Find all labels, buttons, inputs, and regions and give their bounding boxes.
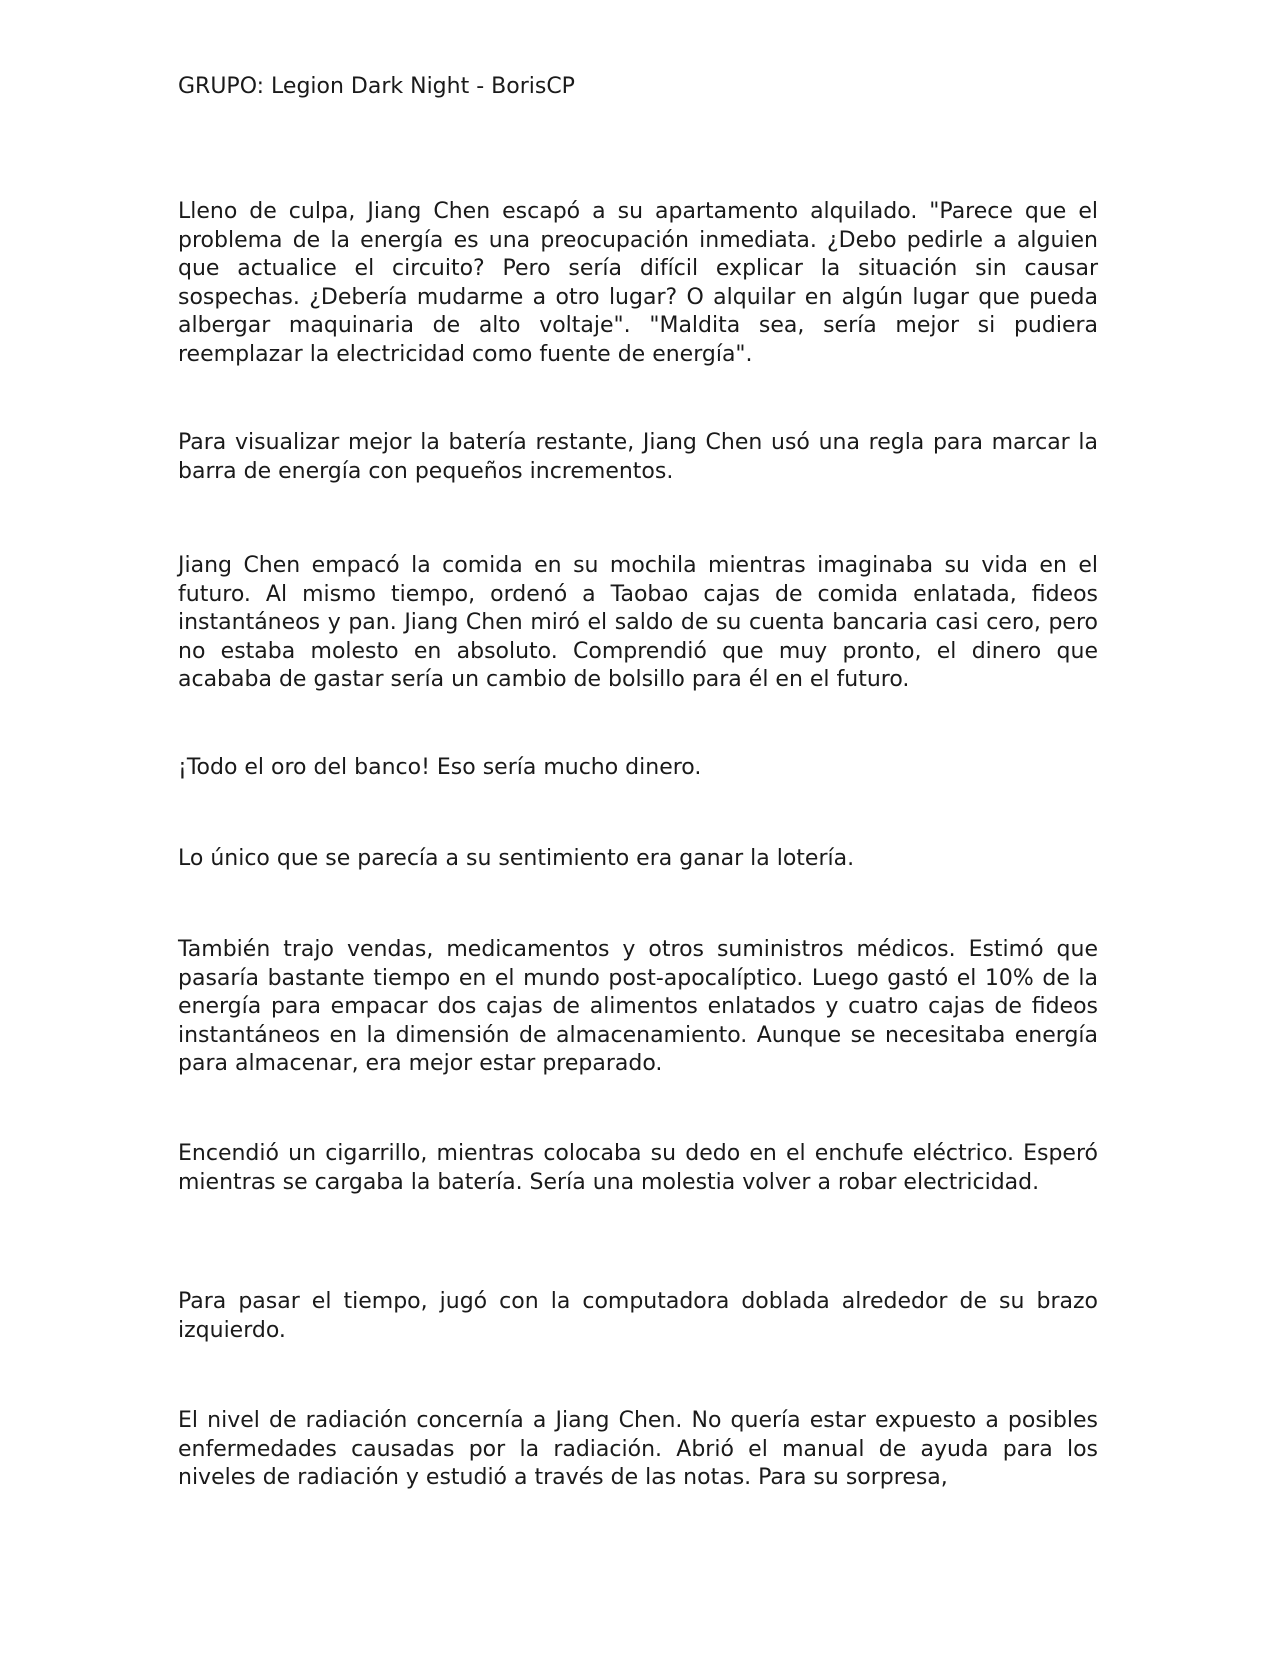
paragraph-3: Jiang Chen empacó la comida en su mochila mientras imaginaba su vida en el futuro. Al mismo tiempo, ordenó a Taobao cajas de comida enlatada, fideos instantáneos y pan. Jiang Chen miró el saldo de su cuenta bancaria casi cero, pero no estaba molesto en absoluto. Comprendió que muy pronto, el dinero que acababa de gastar sería un cambio de bolsillo para él en el futuro.: [178, 553, 1098, 693]
group-header: GRUPO: Legion Dark Night - BorisCP: [178, 74, 575, 99]
paragraph-5: Lo único que se parecía a su sentimiento era ganar la lotería.: [178, 846, 855, 871]
paragraph-6: También trajo vendas, medicamentos y otros suministros médicos. Estimó que pasaría bastante tiempo en el mundo post-apocalíptico. Luego gastó el 10% de la energía para empacar dos cajas de alimentos enlatados y cuatro cajas de fideos instantáneos en la dimensión de almacenamiento. Aunque se necesitaba energía para almacenar, era mejor estar preparado.: [178, 937, 1098, 1077]
paragraph-7: Encendió un cigarrillo, mientras colocaba su dedo en el enchufe eléctrico. Esperó mientras se cargaba la batería. Sería una molestia volver a robar electricidad.: [178, 1141, 1098, 1195]
paragraph-1: Lleno de culpa, Jiang Chen escapó a su apartamento alquilado. "Parece que el problema de la energía es una preocupación inmediata. ¿Debo pedirle a alguien que actualice el circuito? Pero sería difícil explicar la situación sin causar sospechas. ¿Debería mudarme a otro lugar? O alquilar en algún lugar que pueda albergar maquinaria de alto voltaje". "Maldita sea, sería mejor si pudiera reemplazar la electricidad como fuente de energía".: [178, 199, 1098, 367]
paragraph-4: ¡Todo el oro del banco! Eso sería mucho dinero.: [178, 755, 702, 780]
paragraph-2: Para visualizar mejor la batería restante, Jiang Chen usó una regla para marcar la barra de energía con pequeños incrementos.: [178, 430, 1098, 484]
paragraph-9: El nivel de radiación concernía a Jiang Chen. No quería estar expuesto a posibles enfermedades causadas por la radiación. Abrió el manual de ayuda para los niveles de radiación y estudió a través de las notas. Para su sorpresa,: [178, 1408, 1098, 1491]
paragraph-8: Para pasar el tiempo, jugó con la computadora doblada alrededor de su brazo izquierdo.: [178, 1289, 1098, 1343]
